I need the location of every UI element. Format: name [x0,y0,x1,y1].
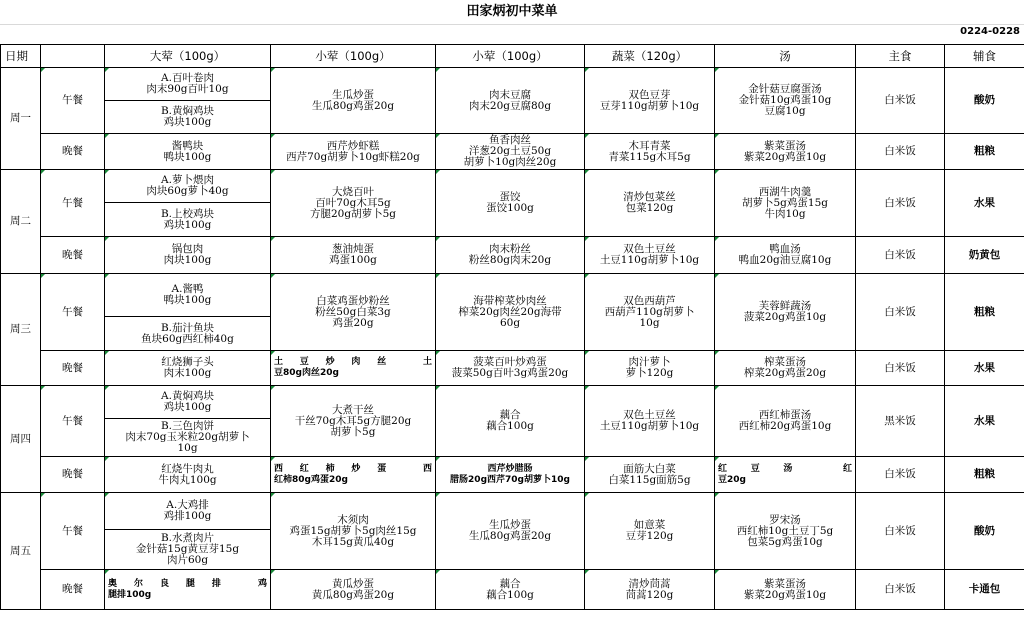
soup-dinner [715,351,856,386]
soup-line [716,464,854,475]
small-meat-2-line: 蛋饺 [499,191,521,203]
soup-line: 紫菜20g鸡蛋10g [743,150,827,163]
header-small-meat-1: 小荤（100g） [271,45,436,68]
vegetable-line: 萝卜120g [625,367,674,379]
header-staple: 主食 [856,45,945,68]
staple-lunch: 白米饭 [856,493,945,570]
vegetable-lunch [585,386,715,457]
big-meat-option-b [105,101,271,134]
small-meat-2-dinner [436,570,585,610]
small-meat-1-line: 大煮干丝 [332,403,374,416]
vegetable-line: 清炒包菜丝 [623,191,676,203]
big-meat-dinner-right: 鸡 [257,578,267,589]
soup-line: 芙蓉鲜蔬汤 [758,300,812,312]
day-cell: 周四 [1,386,41,493]
staple-dinner: 白米饭 [856,237,945,274]
big-meat-dinner-line: 牛肉丸100g [158,473,217,486]
side-lunch: 酸奶 [945,68,1024,134]
small-meat-2-line: 蛋饺100g [486,202,534,214]
soup-lunch [715,386,856,457]
big-meat-dinner-line: 鸭块100g [163,150,212,163]
big-meat-option-a [105,274,271,317]
vegetable-dinner [585,351,715,386]
menu-table [0,44,1024,610]
soup-left: 红豆汤 [718,463,817,474]
meal-lunch: 午餐 [41,493,105,570]
meal-dinner: 晚餐 [41,570,105,610]
vegetable-lunch [585,68,715,134]
small-meat-1-line: 鸡蛋20g [332,316,374,329]
big-meat-a-line: A.萝卜煨肉 [161,174,214,186]
vegetable-dinner [585,570,715,610]
staple-dinner: 白米饭 [856,570,945,610]
small-meat-1-left: 土豆炒肉丝 [274,357,404,367]
small-meat-1-lunch [271,274,436,351]
soup-line: 西湖牛肉羹 [758,185,812,198]
big-meat-option-b [105,530,271,570]
big-meat-a-line: 鸡排100g [163,510,212,522]
big-meat-option-b [105,203,271,237]
staple-lunch: 黑米饭 [856,386,945,457]
meal-lunch: 午餐 [41,274,105,351]
side-dinner: 粗粮 [945,457,1024,493]
soup-line: 胡萝卜5g鸡蛋15g [742,196,828,209]
big-meat-b-line: 鸡块100g [163,116,212,128]
vegetable-line: 青菜115g木耳5g [608,150,691,163]
big-meat-a-line: 鸭块100g [163,294,212,306]
small-meat-2-line: 肉末豆腐 [489,88,531,101]
table-row [1,457,1024,493]
soup-right: 红 [842,463,852,474]
vegetable-lunch [585,274,715,351]
table-row [1,493,1024,530]
soup-line: 罗宋汤 [769,513,801,526]
big-meat-a-line: A.黄焖鸡块 [161,390,214,402]
big-meat-option-a [105,493,271,530]
small-meat-2-lunch [436,68,585,134]
soup-line: 榨菜20g鸡蛋20g [743,367,827,379]
small-meat-1-line: 粉丝50g白菜3g [315,305,391,318]
big-meat-option-b [105,419,271,457]
big-meat-a-line: 鸡块100g [163,401,212,413]
vegetable-line: 双色西葫芦 [623,294,676,307]
staple-lunch: 白米饭 [856,274,945,351]
soup-line: 西红柿10g土豆丁5g [736,524,834,537]
soup-line: 金针菇豆腐蛋汤 [748,83,822,95]
small-meat-2-line: 生瓜80g鸡蛋20g [468,530,552,542]
soup-line: 金针菇10g鸡蛋10g [738,94,832,106]
small-meat-1-lunch [271,386,436,457]
small-meat-2-lunch [436,493,585,570]
small-meat-2-line: 榨菜20g肉丝20g海带 [458,305,562,318]
small-meat-1-line: 西芹炒虾糕 [326,139,380,152]
small-meat-1-line: 西芹70g胡萝卜10g虾糕20g [286,150,420,163]
vegetable-line: 豆芽120g [625,530,674,542]
soup-dinner [715,134,856,170]
side-dinner: 卡通包 [945,570,1024,610]
small-meat-2-line: 菠菜50g百叶3g鸡蛋20g [451,367,569,379]
big-meat-a-line: A.大鸡排 [166,499,209,511]
big-meat-a-line: A.百叶卷肉 [161,72,214,84]
side-dinner: 奶黄包 [945,237,1024,274]
staple-lunch: 白米饭 [856,170,945,237]
vegetable-line: 白菜115g面筋5g [608,473,691,486]
big-meat-dinner-line: 锅包肉 [171,243,204,255]
meal-lunch: 午餐 [41,68,105,134]
vegetable-line: 双色土豆丝 [623,243,676,255]
big-meat-dinner-line: 肉末100g [163,367,212,379]
vegetable-line: 清炒茼蒿 [628,577,671,590]
soup-line: 西红柿蛋汤 [758,409,812,421]
big-meat-dinner-line: 酱鸭块 [171,139,204,152]
big-meat-b-line: 鱼块60g西红柿40g [141,332,234,345]
vegetable-dinner [585,457,715,493]
soup-line: 紫菜蛋汤 [764,139,806,152]
small-meat-1-line: 豆80g肉丝20g [274,368,339,378]
small-meat-1-lunch [271,68,436,134]
header-day: 日期 [1,45,41,68]
big-meat-option-a [105,170,271,203]
small-meat-1-dinner [271,570,436,610]
header-blank [41,45,105,68]
small-meat-1-line: 木须肉 [337,513,369,526]
small-meat-1-dinner [271,134,436,170]
big-meat-b-line: B.茄汁鱼块 [160,321,215,334]
table-row [1,134,1024,170]
vegetable-line: 土豆110g胡萝卜10g [599,254,700,266]
big-meat-dinner [105,457,271,493]
side-lunch: 水果 [945,386,1024,457]
meal-lunch: 午餐 [41,386,105,457]
table-row [1,170,1024,203]
vegetable-line: 10g [639,316,660,329]
small-meat-1-line [272,357,434,368]
small-meat-2-line: 洋葱20g土豆50g [468,145,552,157]
small-meat-1-line: 黄瓜80g鸡蛋20g [311,588,395,601]
big-meat-b-line: 肉末70g玉米粒20g胡萝卜 [125,431,250,443]
soup-lunch [715,68,856,134]
table-row [1,386,1024,419]
soup-lunch [715,493,856,570]
week-code: 0224-0228 [960,26,1020,37]
soup-line: 菠菜20g鸡蛋10g [743,311,827,323]
big-meat-b-line: 鸡块100g [163,218,212,231]
header-side: 辅食 [945,45,1024,68]
small-meat-2-dinner [436,351,585,386]
meal-dinner: 晚餐 [41,237,105,274]
header-veg: 蔬菜（120g） [585,45,715,68]
small-meat-2-dinner [436,237,585,274]
vegetable-line: 木耳青菜 [628,139,671,152]
big-meat-dinner [105,351,271,386]
side-lunch: 酸奶 [945,493,1024,570]
small-meat-2-lunch [436,170,585,237]
vegetable-line: 西葫芦110g胡萝卜 [604,305,695,318]
table-row [1,351,1024,386]
table-row [1,68,1024,101]
staple-dinner: 白米饭 [856,134,945,170]
staple-lunch: 白米饭 [856,68,945,134]
day-cell: 周三 [1,274,41,386]
small-meat-1-right: 西 [422,463,432,474]
soup-line: 牛肉10g [764,207,806,220]
small-meat-2-line: 西芹炒腊肠 [487,463,533,474]
soup-line: 鸭血汤 [769,243,801,255]
day-cell: 周二 [1,170,41,274]
big-meat-option-a [105,386,271,419]
small-meat-1-dinner [271,457,436,493]
small-meat-2-line: 藕合 [499,409,521,421]
big-meat-b-line: B.三色肉饼 [160,420,215,432]
soup-lunch [715,170,856,237]
vegetable-line: 如意菜 [633,519,666,531]
meal-dinner: 晚餐 [41,457,105,493]
side-dinner: 水果 [945,351,1024,386]
day-cell: 周五 [1,493,41,610]
small-meat-2-line: 生瓜炒蛋 [489,519,531,531]
small-meat-1-line [272,464,434,475]
big-meat-dinner-line: 红烧狮子头 [161,356,214,368]
soup-line: 榨菜蛋汤 [764,356,806,368]
vegetable-line: 面筋大白菜 [623,462,676,475]
table-row [1,570,1024,610]
side-lunch: 粗粮 [945,274,1024,351]
small-meat-2-line: 藕合100g [486,420,534,432]
small-meat-2-line: 胡萝卜10g肉丝20g [463,156,557,168]
small-meat-2-lunch [436,274,585,351]
soup-dinner [715,570,856,610]
vegetable-line: 双色豆芽 [628,88,671,101]
big-meat-dinner-line: 腿排100g [108,589,152,600]
soup-line: 西红柿20g鸡蛋10g [738,420,832,432]
small-meat-1-line: 鸡蛋100g [329,254,377,266]
small-meat-2-line: 藕合 [499,577,521,590]
side-lunch: 水果 [945,170,1024,237]
small-meat-1-line: 生瓜炒蛋 [332,88,374,101]
small-meat-2-line: 鱼香肉丝 [489,134,531,146]
small-meat-1-right: 土 [422,357,432,367]
big-meat-dinner [105,570,271,610]
big-meat-b-line: B.上校鸡块 [160,207,215,220]
small-meat-2-dinner [436,134,585,170]
small-meat-2-line: 海带榨菜炒肉丝 [473,294,547,307]
small-meat-2-line: 藕合100g [486,588,534,601]
soup-line: 紫菜蛋汤 [764,577,806,590]
small-meat-1-line: 鸡蛋15g胡萝卜5g肉丝15g [289,524,417,537]
small-meat-1-line: 百叶70g木耳5g [315,196,391,209]
big-meat-a-line: 肉末90g百叶10g [146,83,229,95]
big-meat-b-line: 金针菇15g黄豆芽15g [135,543,240,555]
small-meat-2-dinner [436,457,585,493]
soup-line: 鸭血20g油豆腐10g [738,254,832,266]
big-meat-b-line: B.黄焖鸡块 [160,105,215,117]
header-soup: 汤 [715,45,856,68]
small-meat-1-line: 黄瓜炒蛋 [332,577,374,590]
staple-dinner: 白米饭 [856,351,945,386]
small-meat-2-line: 肉末粉丝 [489,243,531,255]
vegetable-dinner [585,134,715,170]
big-meat-a-line: 肉块60g萝卜40g [146,185,229,197]
soup-line: 包菜5g鸡蛋10g [747,535,823,548]
staple-dinner: 白米饭 [856,457,945,493]
small-meat-1-line: 木耳15g黄瓜40g [311,535,395,548]
big-meat-dinner-left: 奥尔良腿排 [108,578,238,589]
soup-dinner [715,457,856,493]
table-row [1,274,1024,317]
soup-line: 豆腐10g [764,105,806,117]
meal-lunch: 午餐 [41,170,105,237]
vegetable-line: 双色土豆丝 [623,409,676,421]
small-meat-2-line: 60g [499,316,521,329]
vegetable-lunch [585,493,715,570]
header-small-meat-2: 小荤（100g） [436,45,585,68]
small-meat-2-lunch [436,386,585,457]
big-meat-dinner-line [106,579,269,590]
side-dinner: 粗粮 [945,134,1024,170]
soup-lunch [715,274,856,351]
soup-line: 豆20g [718,474,746,485]
big-meat-option-a [105,68,271,101]
vegetable-dinner [585,237,715,274]
small-meat-1-line: 干丝70g木耳5g方腿20g [294,414,412,427]
small-meat-1-line: 葱油炖蛋 [332,243,374,255]
big-meat-dinner-line: 肉块100g [163,254,212,266]
small-meat-2-line: 肉末20g豆腐80g [468,99,552,112]
vegetable-line: 包菜120g [625,202,674,214]
small-meat-1-line: 白菜鸡蛋炒粉丝 [316,294,390,307]
small-meat-1-left: 西红柿炒蛋 [274,463,404,474]
small-meat-1-line: 生瓜80g鸡蛋20g [311,99,395,112]
small-meat-1-line: 红柿80g鸡蛋20g [274,474,348,485]
meal-dinner: 晚餐 [41,134,105,170]
small-meat-1-line: 大烧百叶 [332,185,374,198]
vegetable-line: 豆芽110g胡萝卜10g [599,99,700,112]
small-meat-1-line: 方腿20g胡萝卜5g [310,207,396,220]
small-meat-1-line: 胡萝卜5g [330,425,376,438]
header-big-meat: 大荤（100g） [105,45,271,68]
day-cell: 周一 [1,68,41,170]
soup-line: 紫菜20g鸡蛋10g [743,588,827,601]
big-meat-b-line: B.水煮肉片 [160,532,215,544]
vegetable-line: 土豆110g胡萝卜10g [599,420,700,432]
small-meat-2-line: 腊肠20g西芹70g胡萝卜10g [450,474,570,485]
big-meat-dinner [105,134,271,170]
meal-dinner: 晚餐 [41,351,105,386]
small-meat-1-dinner [271,351,436,386]
vegetable-line: 肉汁萝卜 [628,356,671,368]
small-meat-1-lunch [271,493,436,570]
page-title: 田家炳初中菜单 [0,0,1024,25]
small-meat-2-line: 菠菜百叶炒鸡蛋 [473,356,547,368]
big-meat-b-line: 肉片60g [166,554,209,566]
vegetable-line: 茼蒿120g [625,588,674,601]
header-row [1,45,1024,68]
small-meat-1-dinner [271,237,436,274]
small-meat-2-line: 粉丝80g肉末20g [468,254,552,266]
big-meat-dinner-line: 红烧牛肉丸 [161,462,214,475]
big-meat-dinner [105,237,271,274]
big-meat-a-line: A.酱鸭 [171,283,204,295]
vegetable-lunch [585,170,715,237]
big-meat-option-b [105,317,271,351]
table-row [1,237,1024,274]
small-meat-1-lunch [271,170,436,237]
big-meat-b-line: 10g [177,442,198,454]
soup-dinner [715,237,856,274]
